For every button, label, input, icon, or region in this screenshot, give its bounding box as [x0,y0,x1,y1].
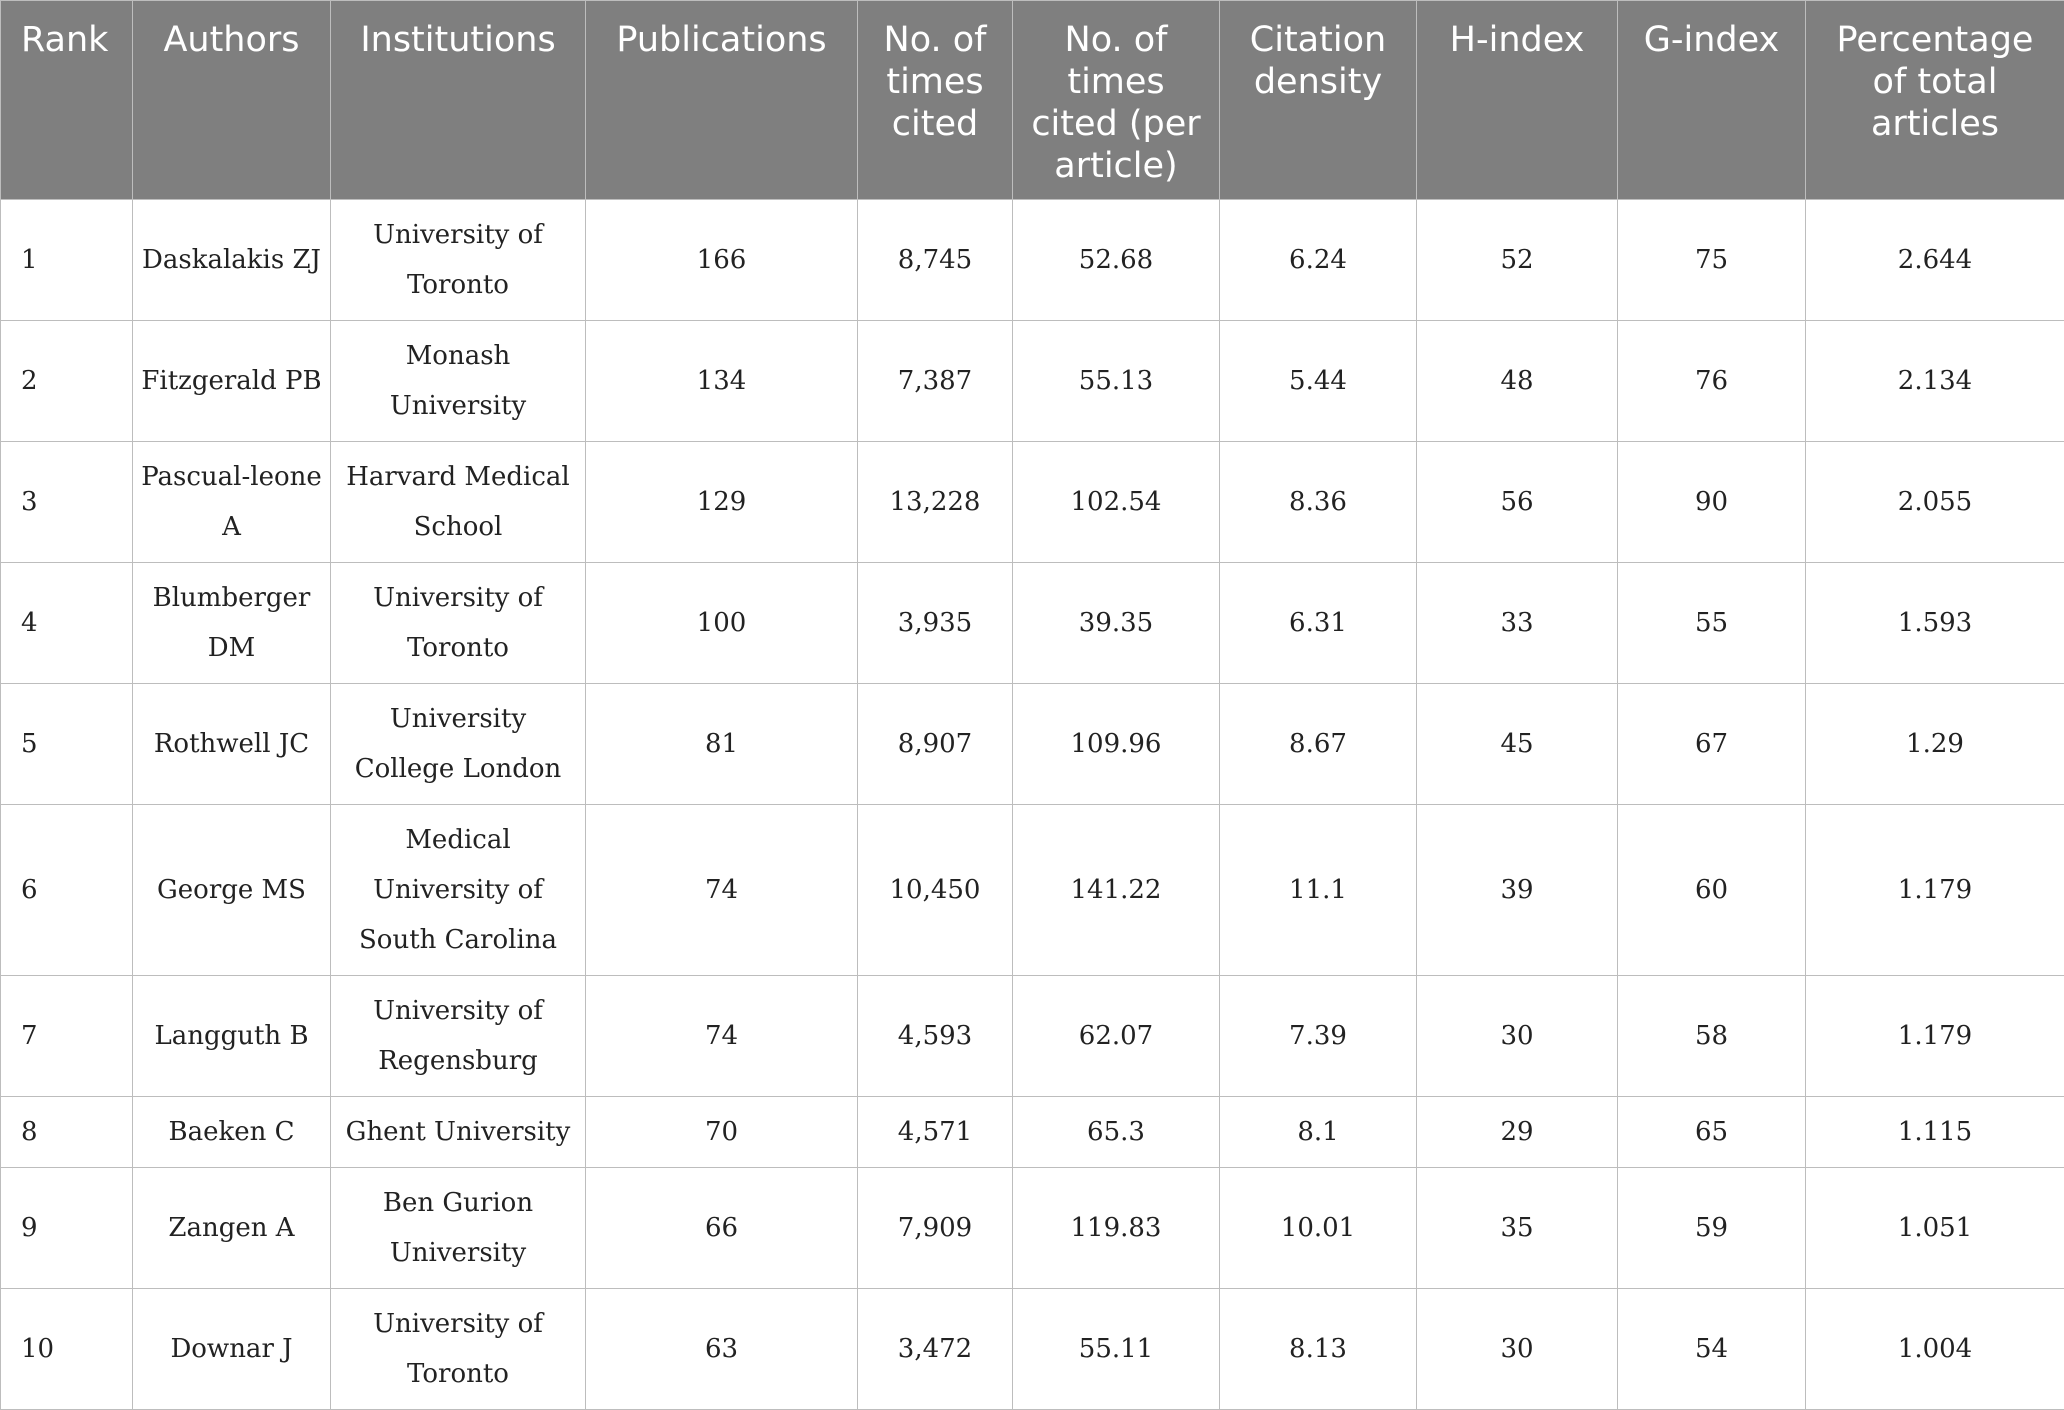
cell-h-index: 30 [1417,976,1618,1097]
cell-author: Fitzgerald PB [133,321,331,442]
cell-institution: Ghent University [331,1097,586,1168]
cell-times-cited-per-article: 102.54 [1013,442,1220,563]
cell-g-index: 54 [1618,1289,1806,1410]
cell-g-index: 58 [1618,976,1806,1097]
cell-author: Baeken C [133,1097,331,1168]
cell-g-index: 75 [1618,200,1806,321]
cell-percentage: 1.051 [1806,1168,2064,1289]
cell-times-cited: 8,745 [858,200,1013,321]
cell-publications: 74 [586,805,858,976]
cell-rank: 3 [1,442,133,563]
cell-rank: 1 [1,200,133,321]
cell-author: Downar J [133,1289,331,1410]
cell-institution: University College London [331,684,586,805]
cell-percentage: 1.179 [1806,976,2064,1097]
cell-percentage: 1.593 [1806,563,2064,684]
cell-citation-density: 8.1 [1220,1097,1417,1168]
cell-citation-density: 6.24 [1220,200,1417,321]
cell-h-index: 29 [1417,1097,1618,1168]
cell-publications: 70 [586,1097,858,1168]
cell-g-index: 67 [1618,684,1806,805]
header-row [1,1,2064,200]
cell-g-index: 60 [1618,805,1806,976]
cell-times-cited-per-article: 52.68 [1013,200,1220,321]
cell-citation-density: 8.36 [1220,442,1417,563]
header-percentage: Percentage of total articles [1806,1,2064,200]
table-row [1,200,2064,321]
cell-g-index: 76 [1618,321,1806,442]
table-row [1,321,2064,442]
cell-author: Blumberger DM [133,563,331,684]
cell-rank: 5 [1,684,133,805]
cell-h-index: 52 [1417,200,1618,321]
cell-rank: 6 [1,805,133,976]
cell-times-cited: 8,907 [858,684,1013,805]
cell-author: Rothwell JC [133,684,331,805]
cell-institution: University of Toronto [331,1289,586,1410]
cell-rank: 7 [1,976,133,1097]
cell-citation-density: 11.1 [1220,805,1417,976]
cell-times-cited: 3,935 [858,563,1013,684]
cell-citation-density: 7.39 [1220,976,1417,1097]
cell-times-cited-per-article: 65.3 [1013,1097,1220,1168]
cell-author: Langguth B [133,976,331,1097]
cell-author: George MS [133,805,331,976]
cell-h-index: 45 [1417,684,1618,805]
cell-g-index: 90 [1618,442,1806,563]
cell-publications: 66 [586,1168,858,1289]
header-citation-density: Citation density [1220,1,1417,200]
cell-rank: 2 [1,321,133,442]
cell-publications: 134 [586,321,858,442]
cell-g-index: 55 [1618,563,1806,684]
header-rank: Rank [1,1,133,200]
cell-times-cited: 4,571 [858,1097,1013,1168]
cell-citation-density: 8.13 [1220,1289,1417,1410]
table-row [1,976,2064,1097]
cell-rank: 9 [1,1168,133,1289]
cell-times-cited-per-article: 55.11 [1013,1289,1220,1410]
table-row [1,442,2064,563]
cell-times-cited-per-article: 109.96 [1013,684,1220,805]
header-h-index: H-index [1417,1,1618,200]
cell-g-index: 65 [1618,1097,1806,1168]
cell-rank: 8 [1,1097,133,1168]
cell-author: Pascual-leone A [133,442,331,563]
cell-times-cited: 10,450 [858,805,1013,976]
cell-institution: Monash University [331,321,586,442]
header-g-index: G-index [1618,1,1806,200]
cell-institution: Medical University of South Carolina [331,805,586,976]
cell-times-cited: 7,387 [858,321,1013,442]
cell-times-cited: 4,593 [858,976,1013,1097]
cell-percentage: 2.644 [1806,200,2064,321]
table-row [1,1289,2064,1410]
table-row [1,805,2064,976]
cell-times-cited-per-article: 141.22 [1013,805,1220,976]
table-row [1,1168,2064,1289]
cell-times-cited-per-article: 39.35 [1013,563,1220,684]
cell-h-index: 35 [1417,1168,1618,1289]
cell-institution: University of Toronto [331,200,586,321]
cell-times-cited-per-article: 62.07 [1013,976,1220,1097]
cell-citation-density: 6.31 [1220,563,1417,684]
cell-h-index: 30 [1417,1289,1618,1410]
cell-times-cited-per-article: 119.83 [1013,1168,1220,1289]
table-row [1,563,2064,684]
cell-percentage: 1.115 [1806,1097,2064,1168]
header-institutions: Institutions [331,1,586,200]
cell-rank: 4 [1,563,133,684]
cell-citation-density: 8.67 [1220,684,1417,805]
cell-percentage: 2.134 [1806,321,2064,442]
cell-author: Daskalakis ZJ [133,200,331,321]
cell-institution: Ben Gurion University [331,1168,586,1289]
cell-times-cited-per-article: 55.13 [1013,321,1220,442]
cell-percentage: 1.29 [1806,684,2064,805]
cell-publications: 129 [586,442,858,563]
cell-publications: 63 [586,1289,858,1410]
cell-publications: 100 [586,563,858,684]
cell-institution: University of Toronto [331,563,586,684]
cell-h-index: 33 [1417,563,1618,684]
cell-publications: 81 [586,684,858,805]
table-row [1,1097,2064,1168]
cell-times-cited: 3,472 [858,1289,1013,1410]
cell-rank: 10 [1,1289,133,1410]
cell-percentage: 1.004 [1806,1289,2064,1410]
cell-h-index: 56 [1417,442,1618,563]
table-row [1,684,2064,805]
header-publications: Publications [586,1,858,200]
header-authors: Authors [133,1,331,200]
cell-h-index: 48 [1417,321,1618,442]
cell-institution: University of Regensburg [331,976,586,1097]
cell-citation-density: 5.44 [1220,321,1417,442]
cell-times-cited: 13,228 [858,442,1013,563]
cell-percentage: 1.179 [1806,805,2064,976]
cell-publications: 166 [586,200,858,321]
cell-citation-density: 10.01 [1220,1168,1417,1289]
cell-h-index: 39 [1417,805,1618,976]
cell-times-cited: 7,909 [858,1168,1013,1289]
header-times-cited-per-article: No. of times cited (per article) [1013,1,1220,200]
cell-institution: Harvard Medical School [331,442,586,563]
header-times-cited: No. of times cited [858,1,1013,200]
cell-g-index: 59 [1618,1168,1806,1289]
cell-percentage: 2.055 [1806,442,2064,563]
cell-publications: 74 [586,976,858,1097]
cell-author: Zangen A [133,1168,331,1289]
